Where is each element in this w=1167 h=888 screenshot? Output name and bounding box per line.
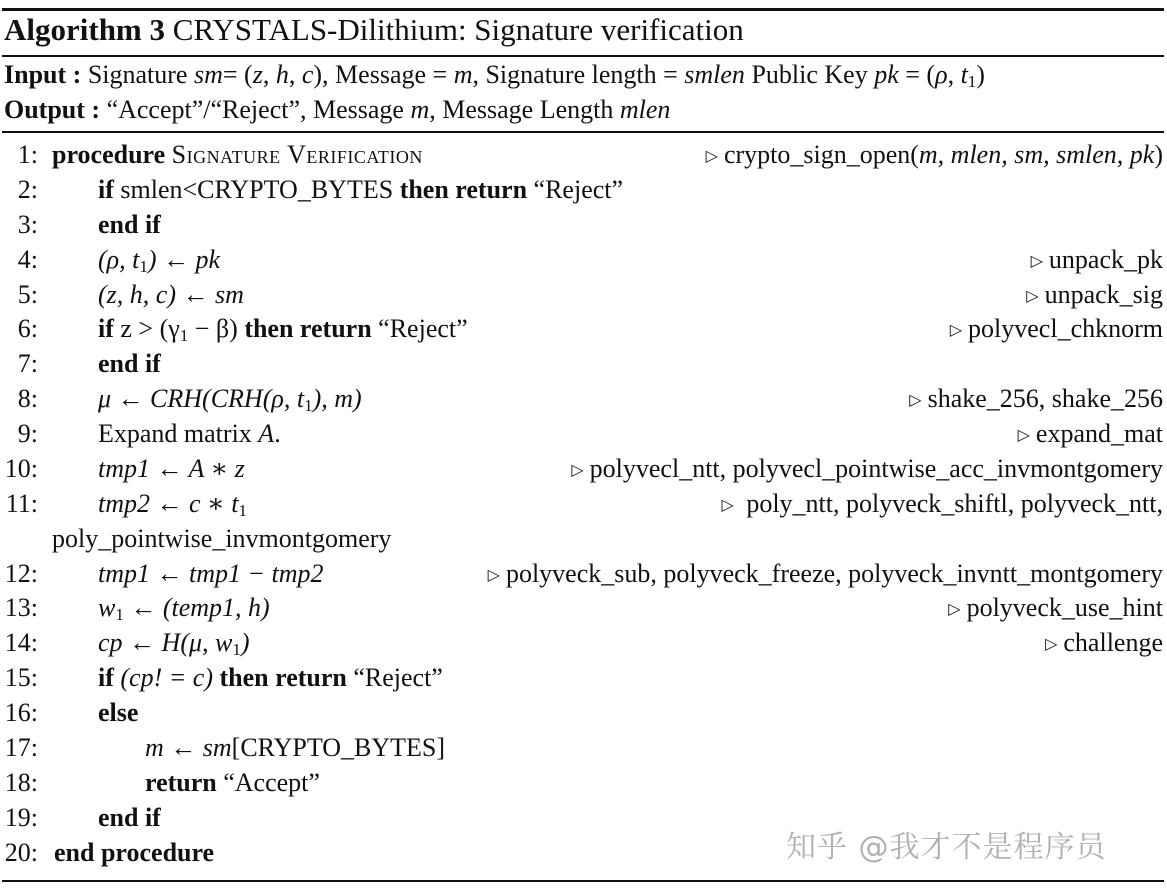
code-math: cp ← H(μ, w bbox=[98, 628, 233, 657]
line-comment bbox=[571, 454, 1163, 484]
top-rule bbox=[2, 8, 1164, 11]
comment-triangle-icon: ▷ bbox=[1030, 253, 1043, 270]
line-comment bbox=[706, 140, 1163, 170]
algorithm-line-17 bbox=[0, 733, 1163, 767]
algorithm-name: CRYSTALS-Dilithium: Signature verification bbox=[172, 12, 744, 47]
code-math: ), m) bbox=[312, 384, 362, 413]
line-number: 5: bbox=[17, 280, 38, 309]
comment-text: shake_256, shake_256 bbox=[927, 384, 1163, 413]
algorithm-line-8 bbox=[0, 384, 1163, 418]
code-math: m ← sm bbox=[145, 733, 232, 762]
line-code bbox=[98, 628, 250, 658]
line-number: 18: bbox=[4, 768, 38, 797]
input-text: Public Key bbox=[751, 60, 868, 89]
code-math: tmp1 ← A ∗ z bbox=[98, 454, 245, 483]
line-number: 15: bbox=[4, 663, 38, 692]
code-subscript: 1 bbox=[238, 501, 247, 520]
line-comment bbox=[909, 384, 1163, 414]
algorithm-line-14 bbox=[0, 628, 1163, 662]
line-comment bbox=[1026, 280, 1163, 310]
comment-continuation: poly_pointwise_invmontgomery bbox=[52, 524, 392, 553]
algorithm-line-7 bbox=[0, 349, 1163, 383]
code-math: ) bbox=[240, 628, 250, 657]
algorithm-line-16 bbox=[0, 698, 1163, 732]
algorithm-line-12 bbox=[0, 559, 1163, 593]
line-number: 9: bbox=[17, 419, 38, 448]
input-var-rho: ρ bbox=[935, 60, 948, 89]
keyword: if bbox=[98, 663, 114, 692]
comment-triangle-icon: ▷ bbox=[948, 601, 961, 618]
keyword: then return bbox=[244, 314, 372, 343]
line-code bbox=[98, 559, 324, 589]
comment-text: unpack_sig bbox=[1044, 280, 1163, 309]
input-var-h: h bbox=[275, 60, 289, 89]
line-number: 19: bbox=[4, 803, 38, 832]
comment-text: crypto_sign_open( bbox=[723, 140, 919, 169]
line-number: 6: bbox=[17, 314, 38, 343]
output-var-m: m bbox=[410, 95, 430, 124]
line-code: end if bbox=[98, 803, 161, 832]
input-var-z: z bbox=[252, 60, 263, 89]
algorithm-line-13 bbox=[0, 593, 1163, 627]
output-line bbox=[4, 95, 670, 125]
input-text: , bbox=[288, 60, 302, 89]
comment-triangle-icon: ▷ bbox=[1026, 288, 1039, 305]
line-number: 8: bbox=[17, 384, 38, 413]
output-label: Output : bbox=[4, 95, 101, 124]
line-number: 4: bbox=[17, 245, 38, 274]
algorithm-line-4 bbox=[0, 245, 1163, 279]
algorithm-line-5 bbox=[0, 280, 1163, 314]
input-text: Signature bbox=[87, 60, 188, 89]
procedure-name: Signature Verification bbox=[171, 140, 423, 169]
code-subscript: 1 bbox=[179, 326, 189, 345]
line-number: 7: bbox=[17, 349, 38, 378]
keyword: return bbox=[145, 768, 217, 797]
code-math: − β) bbox=[188, 314, 238, 343]
input-var-c: c bbox=[301, 60, 314, 89]
comment-text: challenge bbox=[1063, 628, 1163, 657]
input-var-sm: sm bbox=[193, 60, 223, 89]
line-comment bbox=[722, 489, 1164, 519]
line-code bbox=[98, 593, 270, 623]
comment-text: polyveck_use_hint bbox=[966, 593, 1163, 622]
comment-text: polyveck_sub, polyveck_freeze, polyveck_invntt_montgomery bbox=[505, 559, 1163, 588]
algorithm-line-11 bbox=[0, 489, 1163, 523]
code-math: μ ← CRH(CRH(ρ, t bbox=[98, 384, 305, 413]
line-code: end if bbox=[98, 210, 161, 239]
line-code: else bbox=[98, 698, 139, 727]
code-subscript: 1 bbox=[232, 640, 241, 659]
line-code bbox=[145, 733, 445, 763]
code-subscript: 1 bbox=[304, 396, 313, 415]
code-math: (ρ, t bbox=[98, 245, 140, 274]
output-text: “Accept”/“Reject”, Message bbox=[106, 95, 404, 124]
line-number: 1: bbox=[17, 140, 38, 169]
code-text: . bbox=[274, 419, 281, 448]
line-number: 14: bbox=[4, 628, 38, 657]
keyword: if bbox=[98, 314, 114, 343]
algorithm-line-11-continuation bbox=[0, 524, 1163, 558]
line-number: 3: bbox=[17, 210, 38, 239]
input-subscript: 1 bbox=[967, 72, 977, 91]
code-math: (z, h, c) ← sm bbox=[98, 280, 244, 309]
algorithm-label: Algorithm 3 bbox=[4, 12, 166, 47]
input-var-smlen: smlen bbox=[684, 60, 745, 89]
line-comment bbox=[948, 593, 1163, 623]
line-code bbox=[98, 454, 245, 484]
watermark: 知乎 @我才不是程序员 bbox=[786, 830, 1107, 865]
line-code bbox=[52, 140, 423, 170]
title-rule bbox=[2, 55, 1164, 57]
line-code bbox=[98, 175, 623, 205]
code-math: tmp2 ← c ∗ t bbox=[98, 489, 239, 518]
line-number: 20: bbox=[4, 838, 38, 867]
algorithm-line-1 bbox=[0, 140, 1163, 174]
line-comment bbox=[1045, 628, 1163, 658]
code-math: w bbox=[98, 593, 116, 622]
input-line bbox=[4, 60, 985, 90]
input-var-t: t bbox=[960, 60, 968, 89]
line-number: 13: bbox=[4, 593, 38, 622]
line-number: 16: bbox=[4, 698, 38, 727]
code-string: “Reject” bbox=[353, 663, 443, 692]
algorithm-line-10 bbox=[0, 454, 1163, 488]
comment-text: unpack_pk bbox=[1048, 245, 1163, 274]
code-math: A bbox=[258, 419, 275, 448]
bottom-rule bbox=[2, 880, 1164, 882]
line-code bbox=[98, 245, 220, 275]
line-code bbox=[98, 280, 244, 310]
input-text: = ( bbox=[905, 60, 936, 89]
comment-text: polyvecl_chknorm bbox=[968, 314, 1163, 343]
code-string: “Reject” bbox=[533, 175, 624, 204]
line-number: 10: bbox=[4, 454, 38, 483]
line-comment bbox=[1031, 245, 1163, 275]
line-comment bbox=[1018, 419, 1163, 449]
comment-text: ) bbox=[1154, 140, 1163, 169]
code-subscript: 1 bbox=[115, 605, 124, 624]
code-math: (cp! = c) bbox=[120, 663, 213, 692]
output-text: , Message Length bbox=[429, 95, 614, 124]
code-string: “Reject” bbox=[378, 314, 468, 343]
code-text: Expand matrix bbox=[98, 419, 252, 448]
input-var-m: m bbox=[453, 60, 473, 89]
algorithm-line-3 bbox=[0, 210, 1163, 244]
comment-triangle-icon: ▷ bbox=[721, 497, 734, 514]
comment-triangle-icon: ▷ bbox=[1045, 636, 1058, 653]
comment-triangle-icon: ▷ bbox=[949, 322, 963, 339]
code-string: “Accept” bbox=[223, 768, 320, 797]
line-code: end procedure bbox=[54, 838, 215, 867]
comment-triangle-icon: ▷ bbox=[571, 462, 584, 479]
header-rule bbox=[2, 131, 1164, 133]
comment-triangle-icon: ▷ bbox=[487, 567, 500, 584]
code-text: [CRYPTO_BYTES] bbox=[231, 733, 446, 762]
keyword: then return bbox=[219, 663, 347, 692]
algorithm-line-2 bbox=[0, 175, 1163, 209]
input-text: , bbox=[947, 60, 961, 89]
line-number: 12: bbox=[4, 559, 38, 588]
code-subscript: 1 bbox=[139, 257, 148, 276]
output-var-mlen: mlen bbox=[619, 95, 671, 124]
input-var-pk: pk bbox=[874, 60, 899, 89]
code-math: tmp1 ← tmp1 − tmp2 bbox=[98, 559, 324, 588]
keyword: if bbox=[98, 175, 114, 204]
input-text: = ( bbox=[222, 60, 253, 89]
algorithm-line-9 bbox=[0, 419, 1163, 453]
line-code bbox=[145, 768, 320, 798]
comment-triangle-icon: ▷ bbox=[705, 148, 718, 165]
line-number: 17: bbox=[4, 733, 38, 762]
comment-text: poly_ntt, polyveck_shiftl, polyveck_ntt, bbox=[746, 489, 1163, 518]
algorithm-line-15 bbox=[0, 663, 1163, 697]
input-text: , bbox=[262, 60, 276, 89]
input-text: ), Message = bbox=[313, 60, 448, 89]
input-text: ) bbox=[976, 60, 985, 89]
line-comment bbox=[488, 559, 1163, 589]
code-math: z > (γ bbox=[120, 314, 180, 343]
comment-text: polyvecl_ntt, polyvecl_pointwise_acc_invmontgomery bbox=[589, 454, 1163, 483]
code-text: smlen<CRYPTO_BYTES bbox=[120, 175, 394, 204]
input-label: Input : bbox=[4, 60, 82, 89]
keyword: then return bbox=[399, 175, 528, 204]
line-code bbox=[98, 384, 362, 414]
line-number: 2: bbox=[17, 175, 38, 204]
keyword: procedure bbox=[52, 140, 166, 169]
line-code bbox=[98, 419, 281, 449]
algorithm-line-18 bbox=[0, 768, 1163, 802]
code-math: ← (temp1, h) bbox=[123, 593, 270, 622]
line-number: 11: bbox=[5, 489, 38, 518]
algorithm-line-6 bbox=[0, 314, 1163, 348]
input-text: , Signature length = bbox=[472, 60, 678, 89]
line-code: end if bbox=[98, 349, 161, 378]
algorithm-title bbox=[4, 12, 744, 48]
line-code bbox=[98, 314, 468, 344]
line-comment bbox=[950, 314, 1163, 344]
comment-triangle-icon: ▷ bbox=[909, 392, 922, 409]
comment-text: expand_mat bbox=[1035, 419, 1163, 448]
comment-triangle-icon: ▷ bbox=[1017, 427, 1030, 444]
comment-args: m, mlen, sm, smlen, pk bbox=[918, 140, 1155, 169]
line-code bbox=[98, 489, 247, 519]
line-code bbox=[98, 663, 443, 693]
code-math: ) ← pk bbox=[147, 245, 221, 274]
